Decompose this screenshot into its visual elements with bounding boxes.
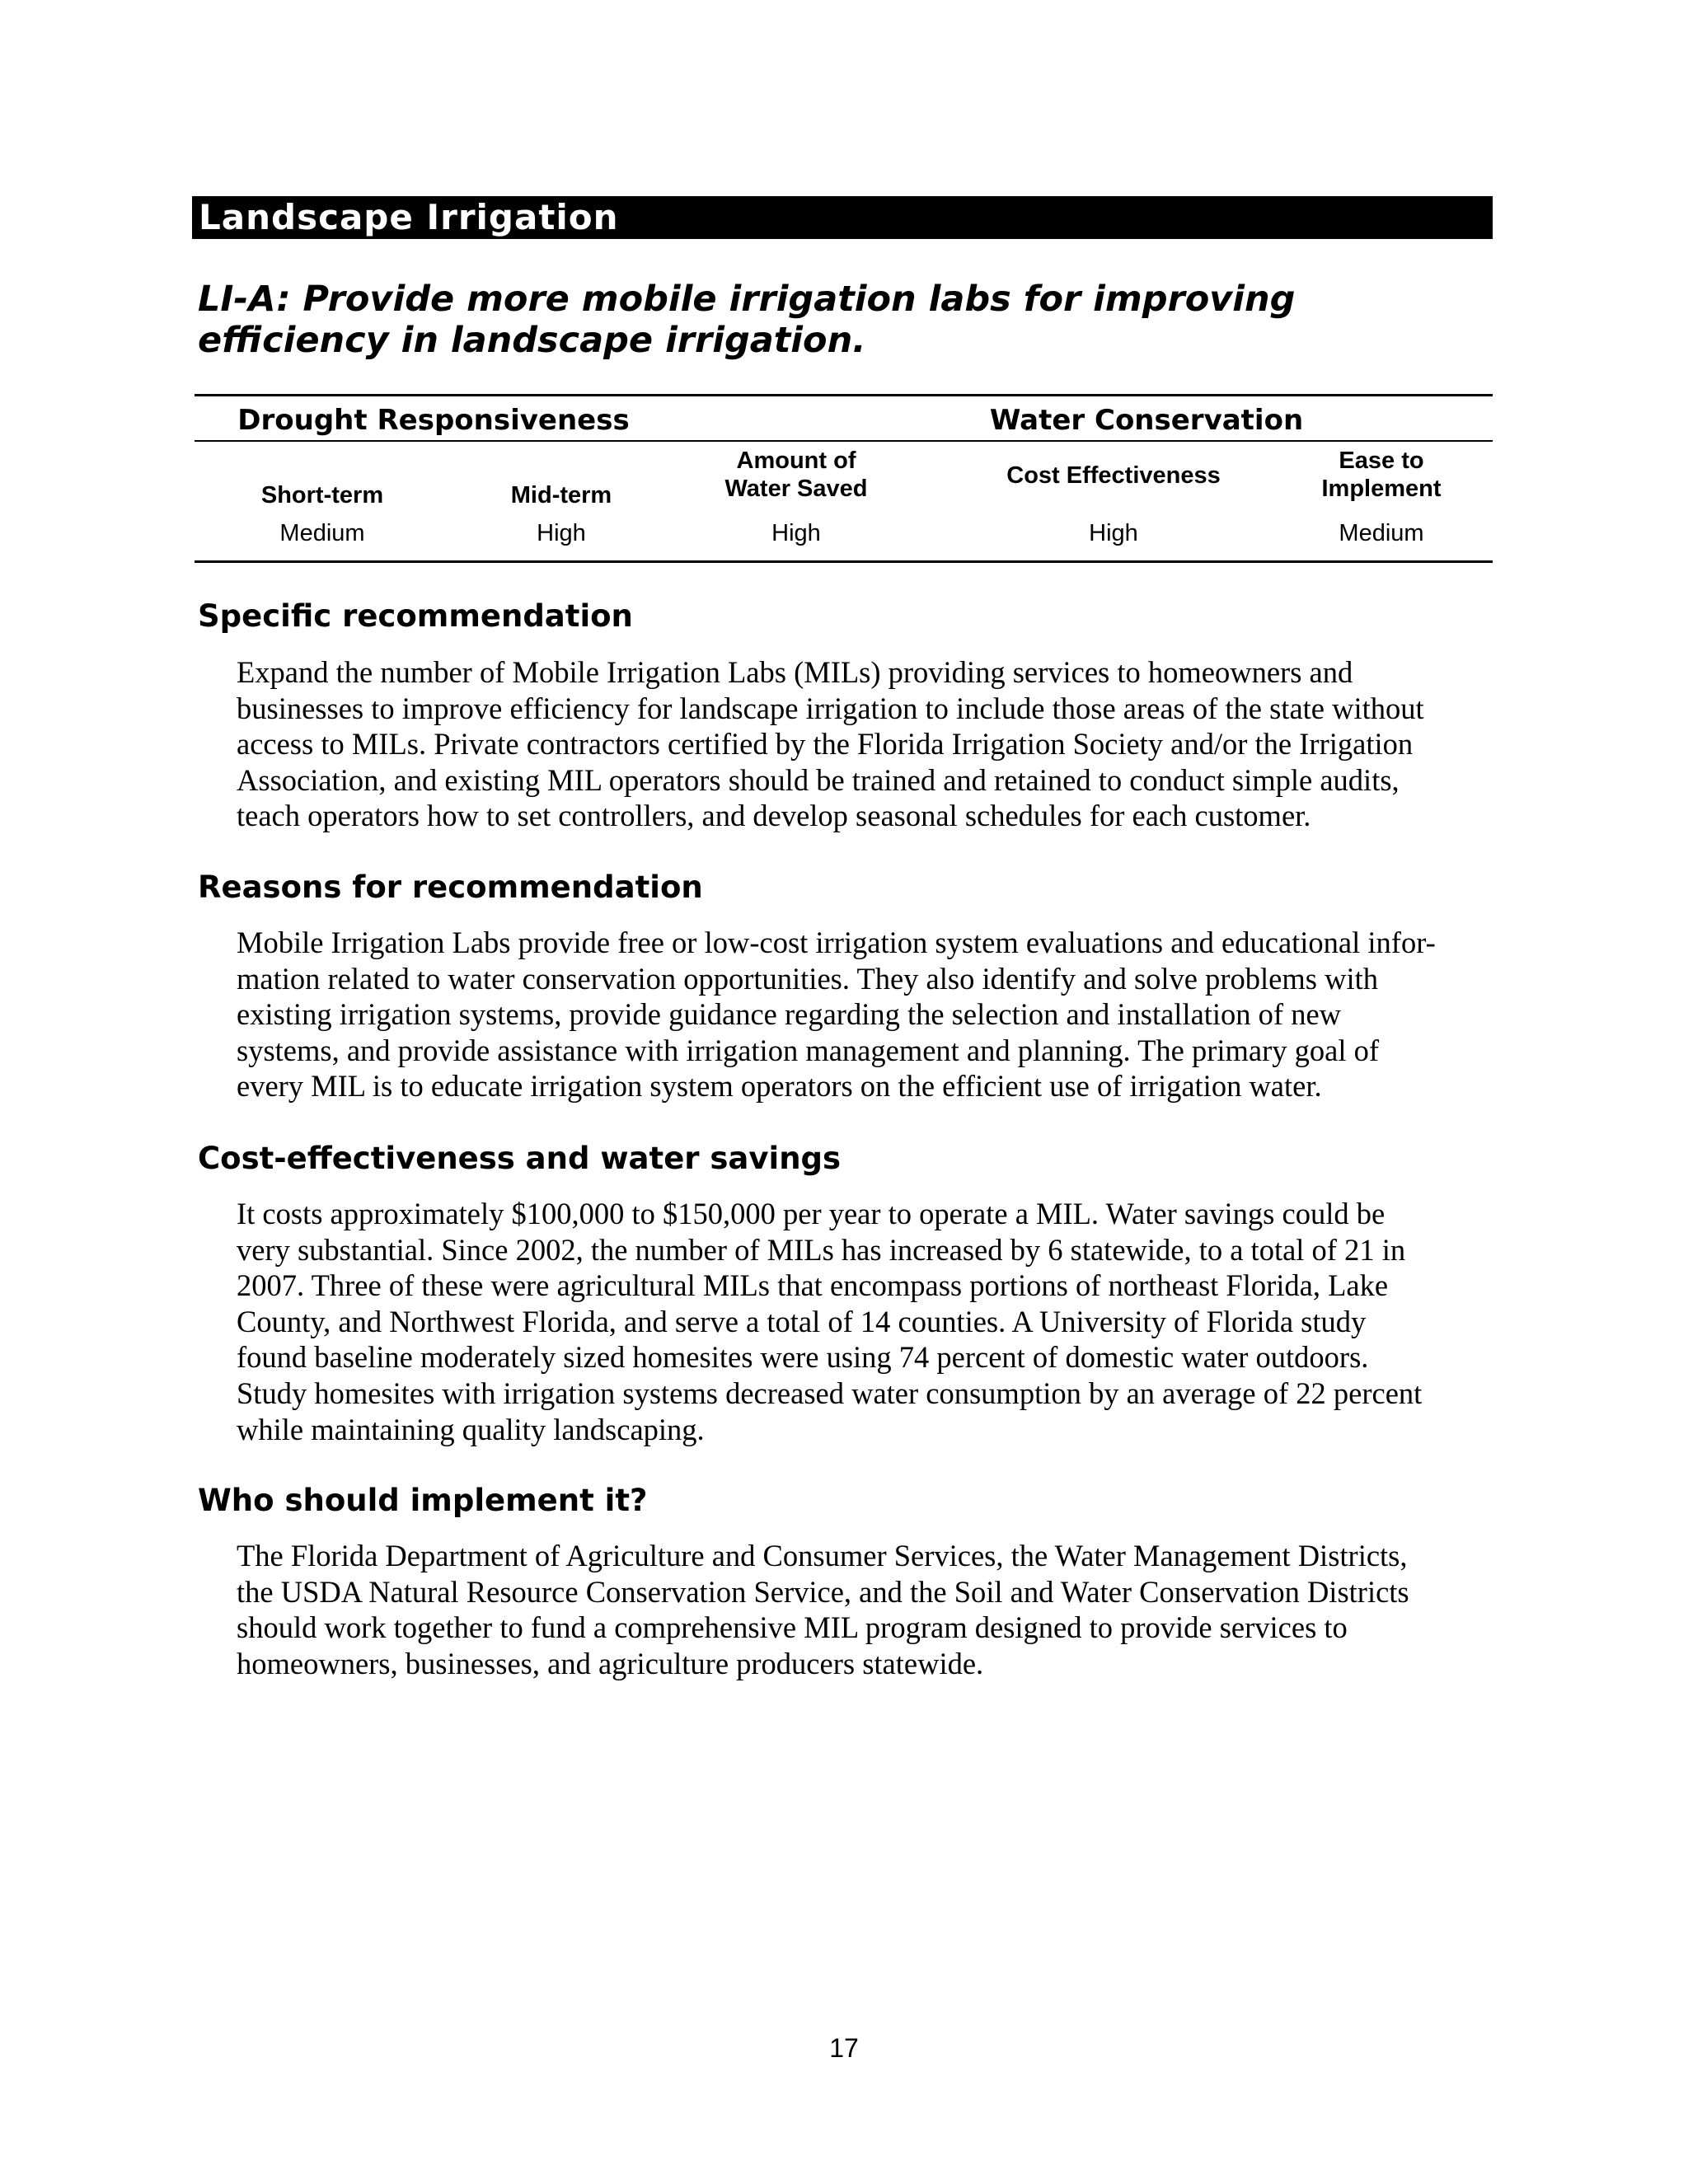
paragraph-line: very substantial. Since 2002, the number of MILs has increased by 6 statewide, to a total of 21 in xyxy=(237,1232,1406,1267)
paragraph-specific-recommendation xyxy=(237,654,1489,834)
col-cost-effectiveness: Cost Effectiveness xyxy=(1006,462,1221,489)
val-water-saved: High xyxy=(771,520,821,546)
paragraph-line: mation related to water conservation opportunities. They also identify and solve problems with xyxy=(237,961,1378,996)
paragraph-line: the USDA Natural Resource Conservation Service, and the Soil and Water Conservation Districts xyxy=(237,1574,1409,1609)
col-water-saved: Amount of Water Saved xyxy=(724,448,868,502)
paragraph-line: businesses to improve efficiency for landscape irrigation to include those areas of the state without xyxy=(237,691,1424,725)
paragraph-line: It costs approximately $100,000 to $150,000 per year to operate a MIL. Water savings could be xyxy=(237,1197,1386,1230)
group-header-drought: Drought Responsiveness xyxy=(237,404,630,437)
page-number: 17 xyxy=(829,2033,859,2063)
table-top-rule xyxy=(195,394,1493,396)
paragraph-line: 2007. Three of these were agricultural MILs that encompass portions of northeast Florida, Lake xyxy=(237,1268,1389,1303)
recommendation-title: LI-A: Provide more mobile irrigation labs for improving efficiency in landscape irrigation. xyxy=(198,279,1296,361)
heading-who-should-implement: Who should implement it? xyxy=(198,1483,648,1518)
paragraph-who-should-implement xyxy=(237,1538,1489,1681)
heading-specific-recommendation: Specific recommendation xyxy=(198,598,633,634)
val-short-term: Medium xyxy=(279,520,365,546)
paragraph-line: found baseline moderately sized homesites were using 74 percent of domestic water outdoors. xyxy=(237,1340,1369,1375)
paragraph-reasons xyxy=(237,925,1489,1104)
rating-table xyxy=(195,394,1493,564)
table-bottom-rule xyxy=(195,560,1493,563)
col-mid-term: Mid-term xyxy=(510,482,612,509)
paragraph-line: The Florida Department of Agriculture and Consumer Services, the Water Management Districts, xyxy=(237,1539,1408,1572)
paragraph-line: systems, and provide assistance with irrigation management and planning. The primary goal of xyxy=(237,1033,1379,1067)
paragraph-line: every MIL is to educate irrigation system operators on the efficient use of irrigation water. xyxy=(237,1069,1322,1104)
section-title-bar: Landscape Irrigation xyxy=(192,196,1493,239)
table-header-rule xyxy=(195,440,1493,442)
heading-reasons: Reasons for recommendation xyxy=(198,869,703,905)
val-ease: Medium xyxy=(1339,520,1424,546)
paragraph-line: Expand the number of Mobile Irrigation Labs (MILs) providing services to homeowners and xyxy=(237,655,1353,689)
col-short-term: Short-term xyxy=(260,482,384,509)
paragraph-line: homeowners, businesses, and agriculture producers statewide. xyxy=(237,1646,984,1680)
paragraph-line: access to MILs. Private contractors certified by the Florida Irrigation Society and/or the Irrigation xyxy=(237,727,1414,762)
val-mid-term: High xyxy=(537,520,586,546)
paragraph-line: teach operators how to set controllers, and develop seasonal schedules for each customer. xyxy=(237,799,1311,833)
group-header-conservation: Water Conservation xyxy=(989,404,1304,437)
paragraph-line: County, and Northwest Florida, and serve a total of 14 counties. A University of Florida study xyxy=(237,1304,1367,1338)
col-ease: Ease to Implement xyxy=(1321,448,1442,502)
paragraph-cost-effectiveness xyxy=(237,1196,1489,1447)
paragraph-line: should work together to fund a comprehensive MIL program designed to provide services to xyxy=(237,1610,1348,1645)
heading-cost-effectiveness: Cost-effectiveness and water savings xyxy=(198,1141,842,1176)
paragraph-line: while maintaining quality landscaping. xyxy=(237,1412,705,1446)
paragraph-line: Mobile Irrigation Labs provide free or low-cost irrigation system evaluations and educational infor- xyxy=(237,926,1436,959)
val-cost-effectiveness: High xyxy=(1089,520,1138,546)
paragraph-line: Study homesites with irrigation systems decreased water consumption by an average of 22 percent xyxy=(237,1376,1423,1410)
paragraph-line: Association, and existing MIL operators should be trained and retained to conduct simple audits, xyxy=(237,762,1400,797)
paragraph-line: existing irrigation systems, provide guidance regarding the selection and installation of new xyxy=(237,997,1342,1032)
